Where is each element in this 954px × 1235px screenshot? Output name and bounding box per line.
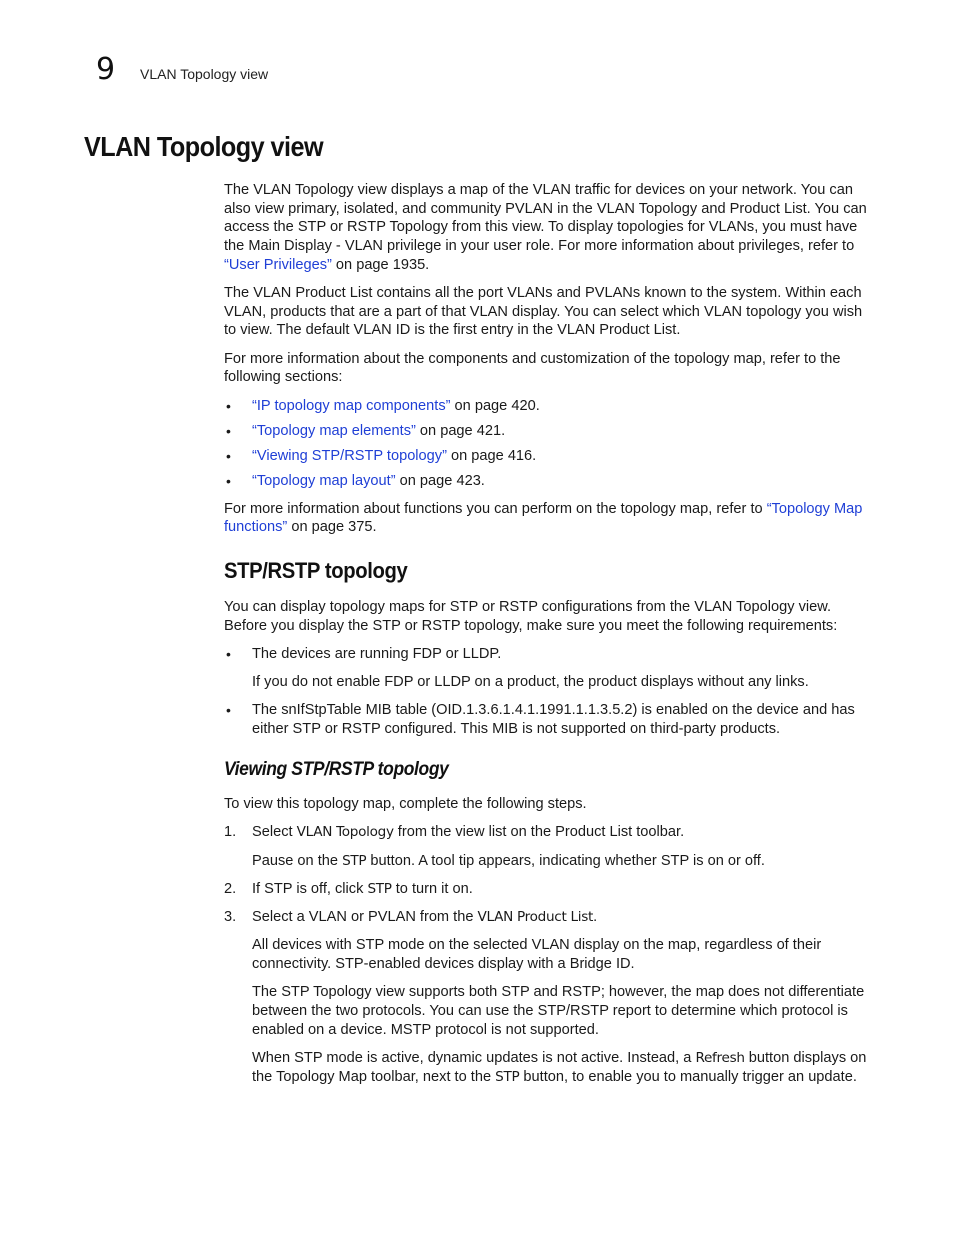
viewing-intro: To view this topology map, complete the following steps. xyxy=(224,796,587,813)
step-item xyxy=(224,880,869,899)
intro-p4-tail: on page 375. xyxy=(287,519,377,536)
step-text-part: button, to enable you to manually trigger an update. xyxy=(519,1068,857,1085)
stp-paragraph-1: You can display topology maps for STP or RSTP configurations from the VLAN Topology view. Before you display the STP or RSTP topology, make sure you meet the following requirements: xyxy=(224,598,838,634)
intro-paragraph-3: For more information about the components and customization of the topology map, refer to the following sections: xyxy=(224,350,841,386)
ref-page: on page 423. xyxy=(395,472,485,489)
step-note xyxy=(252,852,869,871)
step-text-part: button displays on the Topology Map toolbar, next to the xyxy=(252,1049,867,1085)
link-topology-map-elements[interactable]: “Topology map elements” xyxy=(252,422,416,439)
step-text-part: When STP mode is active, dynamic updates is not active. Instead, a xyxy=(252,1049,696,1066)
step-text-part: button. A tool tip appears, indicating whether STP is on or off. xyxy=(366,852,765,869)
requirements-list xyxy=(224,701,869,738)
step-number: 2. xyxy=(224,880,237,897)
step-text-part: Select xyxy=(252,824,297,841)
list-item xyxy=(224,472,869,491)
step-text-part: Pause on the xyxy=(252,852,343,869)
step-number: 1. xyxy=(224,824,237,841)
list-item xyxy=(224,422,869,441)
ui-term: STP xyxy=(367,880,392,897)
step-text xyxy=(252,823,869,842)
ui-term: STP xyxy=(495,1068,520,1085)
section-heading-stp-rstp: STP/RSTP topology xyxy=(224,558,408,584)
step-text-part: from the view list on the Product List toolbar. xyxy=(393,824,685,841)
page-title: VLAN Topology view xyxy=(84,131,324,162)
requirement-text: The snIfStpTable MIB table (OID.1.3.6.1.4.1.1991.1.1.3.5.2) is enabled on the device and has either STP or RSTP configured. This MIB is not supported on third-party products. xyxy=(252,702,855,737)
ui-term: STP xyxy=(342,852,367,869)
list-item xyxy=(224,397,869,416)
intro-paragraph-4 xyxy=(224,500,869,537)
step-text xyxy=(252,908,869,927)
intro-p4-text: For more information about functions you can perform on the topology map, refer to xyxy=(224,500,767,517)
link-topology-map-functions[interactable]: “Topology Map functions” xyxy=(224,500,863,536)
link-viewing-stp-rstp-topology[interactable]: “Viewing STP/RSTP topology” xyxy=(252,447,447,464)
intro-paragraph-1 xyxy=(224,181,869,275)
step-note: The STP Topology view supports both STP and RSTP; however, the map does not differentiate between the two protocols. You can use the STP/RSTP report to determine which protocol is enabled on a device. MSTP protocol is not supported. xyxy=(252,984,865,1038)
step-item xyxy=(224,908,869,1086)
ui-term: VLAN Product List xyxy=(477,909,594,926)
ref-page: on page 421. xyxy=(415,422,506,439)
list-item xyxy=(224,447,869,466)
chapter-number: 9 xyxy=(96,52,116,87)
requirements-list xyxy=(224,645,869,664)
step-number: 3. xyxy=(224,909,237,926)
step-text-part: Select a VLAN or PVLAN from the xyxy=(252,909,478,926)
step-text xyxy=(252,880,869,899)
reference-list xyxy=(224,397,869,491)
requirement-note: If you do not enable FDP or LLDP on a product, the product displays without any links. xyxy=(252,673,809,690)
step-text-part: If STP is off, click xyxy=(252,880,368,897)
running-head: VLAN Topology view xyxy=(140,66,269,82)
link-topology-map-layout[interactable]: “Topology map layout” xyxy=(252,472,396,489)
step-text-part: . xyxy=(593,909,598,926)
ref-page: on page 416. xyxy=(446,447,537,464)
main-content xyxy=(224,181,869,1096)
link-ip-topology-map-components[interactable]: “IP topology map components” xyxy=(252,397,451,414)
step-text-part: to turn it on. xyxy=(391,880,473,897)
list-item xyxy=(224,701,869,738)
steps-list xyxy=(224,823,869,1086)
intro-p1-text: The VLAN Topology view displays a map of the VLAN traffic for devices on your network. You can also view primary, isolated, and community PVLAN in the VLAN Topology and Product List. You can access the STP or RSTP Topology from this view. To display topologies for VLANs, you must have the Main Display - VLAN privilege in your user role. For more information about privileges, refer to xyxy=(224,182,867,255)
link-user-privileges[interactable]: “User Privileges” xyxy=(224,256,332,273)
step-note xyxy=(252,1049,869,1086)
step-item xyxy=(224,823,869,870)
ui-term: Refresh xyxy=(695,1049,745,1066)
requirement-text: The devices are running FDP or LLDP. xyxy=(252,645,502,662)
intro-p1-tail: on page 1935. xyxy=(331,256,430,273)
intro-paragraph-2: The VLAN Product List contains all the port VLANs and PVLANs known to the system. Within each VLAN, products that are a part of that VLAN display. You can select which VLAN topology you wish to view. The default VLAN ID is the first entry in the VLAN Product List. xyxy=(224,285,863,339)
subsection-heading-viewing: Viewing STP/RSTP topology xyxy=(224,758,449,780)
ui-term: VLAN Topology xyxy=(296,824,394,841)
list-item xyxy=(224,645,869,664)
ref-page: on page 420. xyxy=(450,397,540,414)
step-note: All devices with STP mode on the selected VLAN display on the map, regardless of their connectivity. STP-enabled devices display with a Bridge ID. xyxy=(252,937,822,972)
